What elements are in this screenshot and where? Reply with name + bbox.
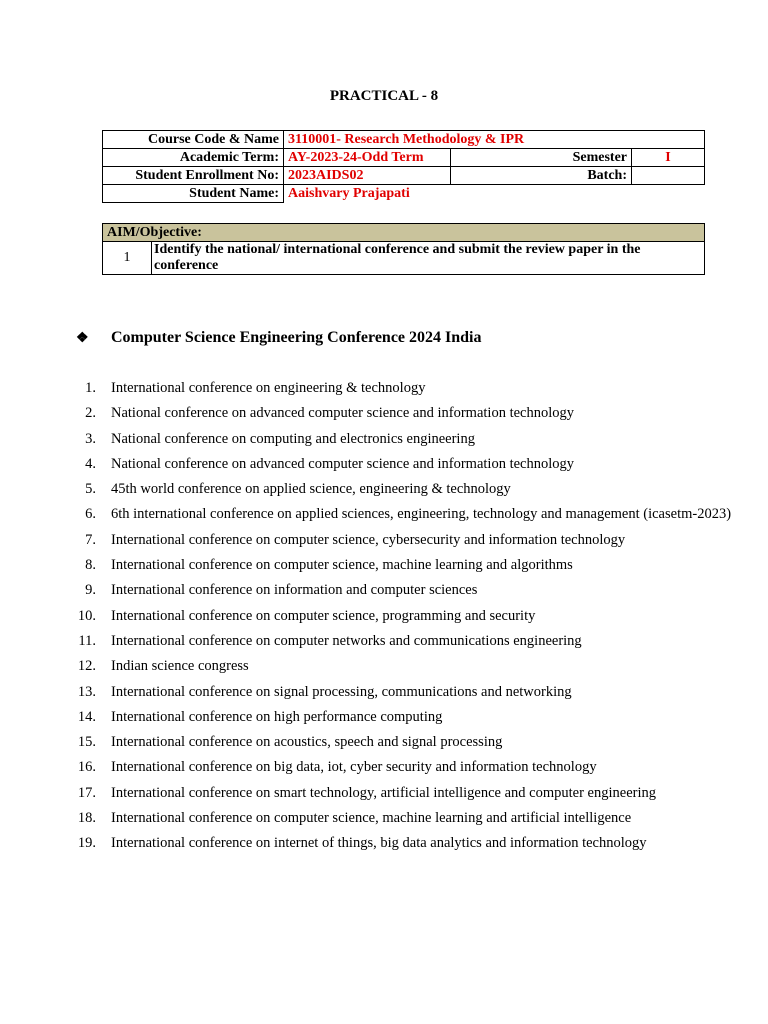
enrollment-row xyxy=(103,167,705,185)
aim-table xyxy=(102,223,705,275)
list-item-number: 10. xyxy=(77,607,96,624)
list-item xyxy=(0,427,768,452)
list-item-text: International conference on high performance computing xyxy=(111,708,443,725)
student-name-label: Student Name: xyxy=(103,185,284,203)
list-item-number: 12. xyxy=(77,658,96,675)
list-item xyxy=(0,376,768,401)
list-item-text: International conference on smart technology, artificial intelligence and computer engineering xyxy=(111,784,656,801)
list-item-text: International conference on computer science, cybersecurity and information technology xyxy=(111,531,626,548)
list-item-number: 3. xyxy=(85,430,96,447)
list-item-number: 4. xyxy=(85,455,96,472)
list-item xyxy=(0,452,768,477)
list-item xyxy=(0,654,768,679)
list-item xyxy=(0,578,768,603)
list-item-text: International conference on big data, iot, cyber security and information technology xyxy=(111,759,597,776)
aim-header: AIM/Objective: xyxy=(103,224,705,242)
list-item-number: 5. xyxy=(85,481,96,498)
list-item-number: 18. xyxy=(77,810,96,827)
section-heading xyxy=(76,329,482,347)
list-item xyxy=(0,831,768,856)
list-item xyxy=(0,806,768,831)
list-item-number: 15. xyxy=(77,734,96,751)
list-item-number: 16. xyxy=(77,759,96,776)
term-row xyxy=(103,149,705,167)
list-item-number: 19. xyxy=(77,835,96,852)
list-item-number: 17. xyxy=(77,784,96,801)
list-item xyxy=(0,629,768,654)
semester-label: Semester xyxy=(451,149,632,167)
aim-row xyxy=(103,242,705,275)
course-label: Course Code & Name xyxy=(103,131,284,149)
list-item-text: National conference on advanced computer science and information technology xyxy=(111,455,575,472)
list-item-number: 13. xyxy=(77,683,96,700)
batch-label: Batch: xyxy=(451,167,632,185)
list-item xyxy=(0,477,768,502)
list-item-text: International conference on computer networks and communications engineering xyxy=(111,632,582,649)
list-item xyxy=(0,604,768,629)
enrollment-value: 2023AIDS02 xyxy=(284,167,451,185)
page-title: PRACTICAL - 8 xyxy=(329,88,439,104)
semester-value: I xyxy=(632,149,705,167)
list-item-text: National conference on advanced computer science and information technology xyxy=(111,405,575,422)
student-info-table xyxy=(102,130,705,203)
list-item-text: International conference on acoustics, speech and signal processing xyxy=(111,734,503,751)
diamond-bullet-icon: ❖ xyxy=(76,331,89,346)
list-item-text: International conference on signal processing, communications and networking xyxy=(111,683,572,700)
list-item-text: International conference on computer science, machine learning and artificial intelligence xyxy=(111,810,632,827)
list-item xyxy=(0,730,768,755)
aim-number: 1 xyxy=(103,242,152,275)
list-item xyxy=(0,502,768,527)
section-heading-text: Computer Science Engineering Conference 2024 India xyxy=(111,329,482,346)
list-item xyxy=(0,755,768,780)
term-value: AY-2023-24-Odd Term xyxy=(284,149,451,167)
list-item-text: 6th international conference on applied sciences, engineering, technology and management (icasetm-2023) xyxy=(111,506,732,523)
conference-list xyxy=(0,376,768,857)
student-name-value: Aaishvary Prajapati xyxy=(284,185,705,203)
list-item xyxy=(0,680,768,705)
list-item xyxy=(0,528,768,553)
list-item-number: 2. xyxy=(85,405,96,422)
list-item-text: National conference on computing and electronics engineering xyxy=(111,430,475,447)
batch-value xyxy=(632,167,705,185)
list-item xyxy=(0,705,768,730)
aim-header-row xyxy=(103,224,705,242)
list-item-number: 14. xyxy=(77,708,96,725)
list-item-text: International conference on computer science, machine learning and algorithms xyxy=(111,557,573,574)
list-item-number: 11. xyxy=(78,632,96,649)
list-item-number: 6. xyxy=(85,506,96,523)
aim-text: Identify the national/ international conference and submit the review paper in the conference xyxy=(152,242,705,275)
list-item xyxy=(0,781,768,806)
list-item-number: 7. xyxy=(85,531,96,548)
list-item-text: International conference on engineering & technology xyxy=(111,380,426,396)
list-item-text: Indian science congress xyxy=(111,658,249,675)
name-row xyxy=(103,185,705,203)
list-item-number: 8. xyxy=(85,557,96,574)
list-item-number: 1. xyxy=(85,380,96,396)
list-item xyxy=(0,401,768,426)
list-item-text: 45th world conference on applied science, engineering & technology xyxy=(111,481,511,498)
course-row xyxy=(103,131,705,149)
list-item-text: International conference on information and computer sciences xyxy=(111,582,478,599)
enrollment-label: Student Enrollment No: xyxy=(103,167,284,185)
course-value: 3110001- Research Methodology & IPR xyxy=(284,131,705,149)
list-item-number: 9. xyxy=(85,582,96,599)
list-item-text: International conference on internet of things, big data analytics and information technology xyxy=(111,835,647,852)
list-item xyxy=(0,553,768,578)
list-item-text: International conference on computer science, programming and security xyxy=(111,607,536,624)
term-label: Academic Term: xyxy=(103,149,284,167)
